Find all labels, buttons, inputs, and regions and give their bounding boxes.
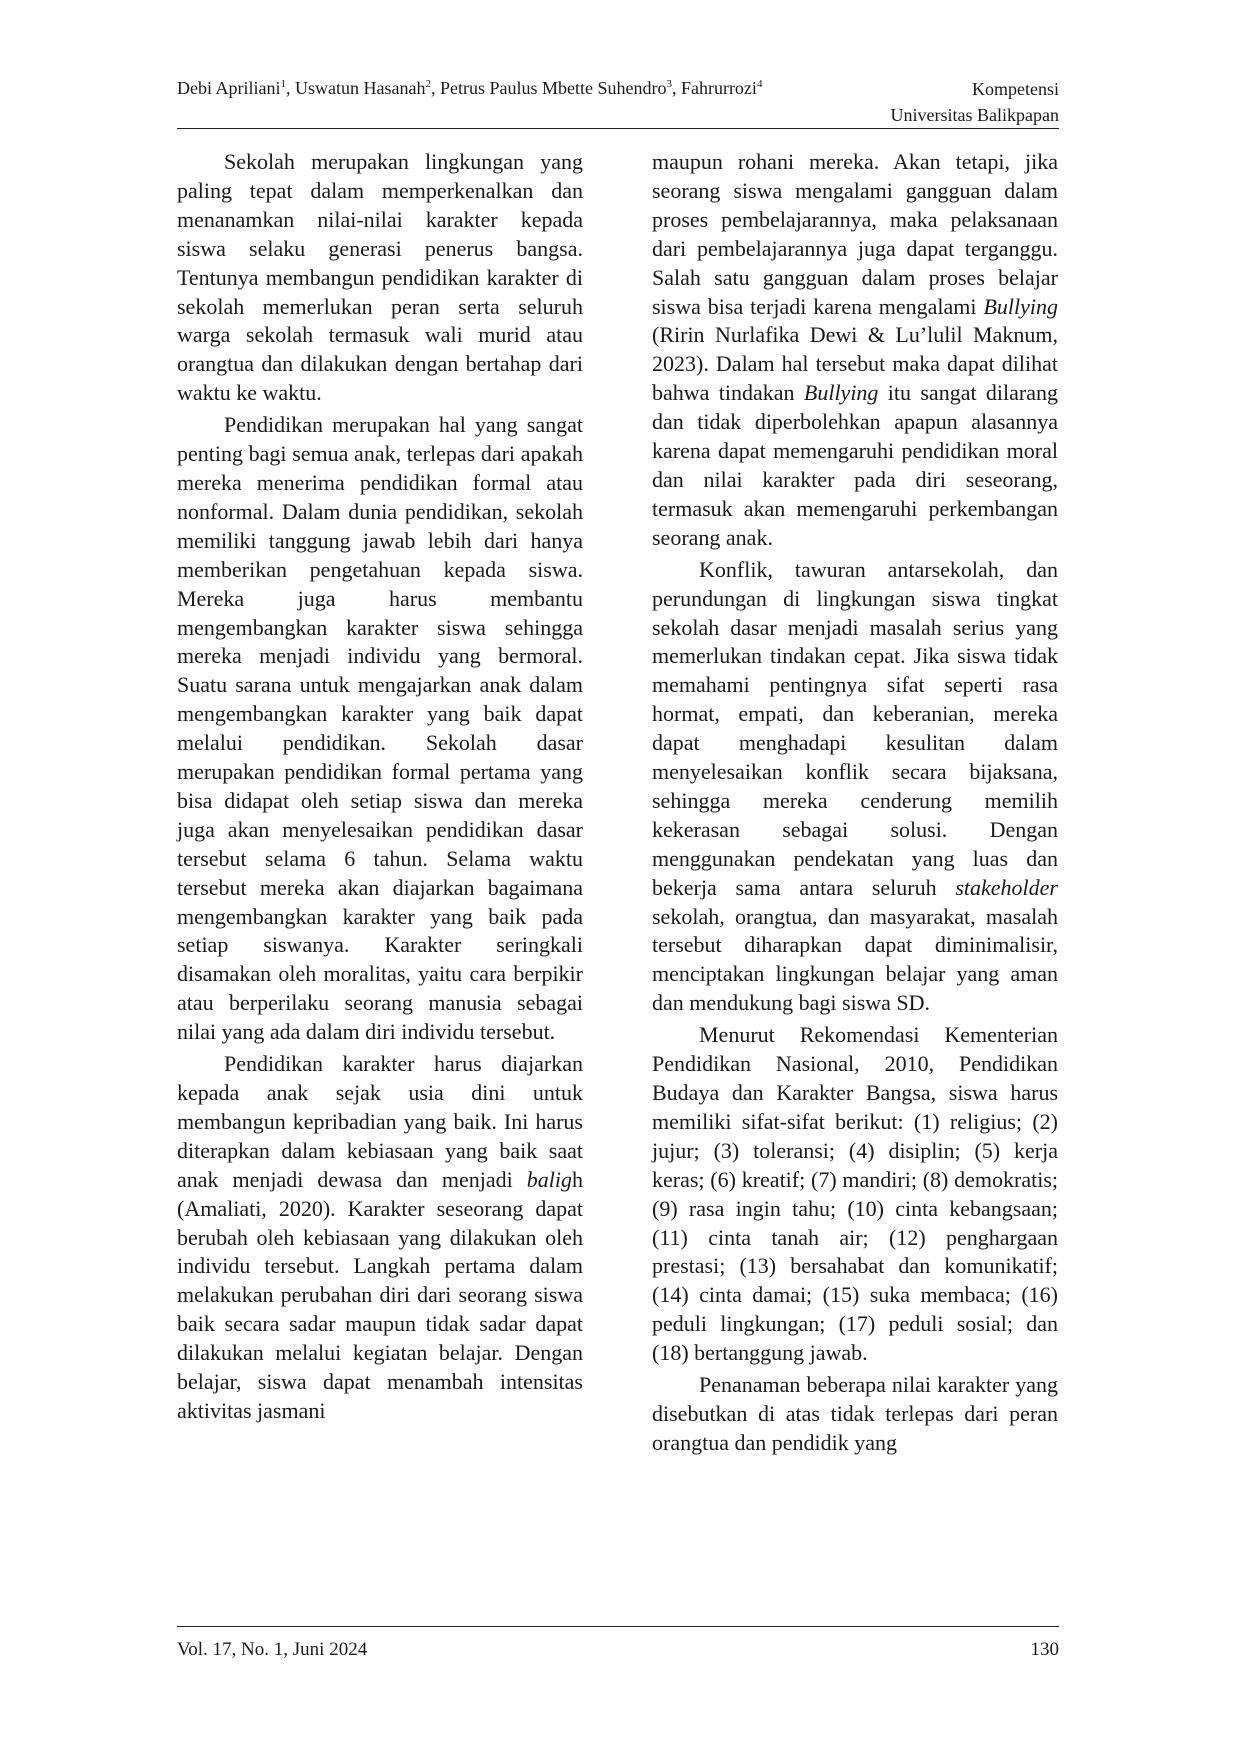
italic-term: stakeholder bbox=[955, 874, 1058, 900]
right-column bbox=[652, 148, 1058, 1458]
paragraph bbox=[177, 1050, 583, 1426]
paragraph bbox=[652, 556, 1058, 1019]
header-journal bbox=[891, 76, 1059, 128]
italic-term: Bullying bbox=[803, 380, 879, 406]
volume-info: Vol. 17, No. 1, Juni 2024 bbox=[177, 1639, 368, 1660]
paragraph-text: Konflik, tawuran antarsekolah, dan perundungan di lingkungan siswa tingkat sekolah dasar menjadi masalah serius yang memerlukan tindakan cepat. Jika siswa tidak memahami pentingnya sifat seperti rasa hormat, empati, dan keberanian, mereka dapat menghadapi kesulitan dalam menyelesaikan konflik secara bijaksana, sehingga mereka cenderung memilih kekerasan sebagai solusi. Dengan menggunakan pendekatan yang luas dan bekerja sama antara seluruh bbox=[652, 556, 1058, 900]
paragraph-text: Pendidikan karakter harus diajarkan kepada anak sejak usia dini untuk membangun kepribadian yang baik. Ini harus diterapkan dalam kebiasaan yang baik saat anak menjadi dewasa dan menjadi bbox=[177, 1051, 583, 1192]
author-affiliation-number: 2 bbox=[425, 78, 431, 90]
author-affiliation-number: 3 bbox=[666, 78, 672, 90]
journal-name: Kompetensi bbox=[972, 79, 1059, 99]
author-separator: , bbox=[430, 78, 440, 98]
author-name: Debi Apriliani bbox=[177, 78, 281, 98]
author-separator: , bbox=[285, 78, 295, 98]
author-separator: , bbox=[671, 78, 681, 98]
author-name: Fahrurrozi bbox=[680, 78, 757, 98]
author-name: Petrus Paulus Mbette Suhendro bbox=[439, 78, 667, 98]
header-authors bbox=[177, 76, 762, 101]
running-footer bbox=[177, 1626, 1059, 1660]
paragraph: Penanaman beberapa nilai karakter yang disebutkan di atas tidak terlepas dari peran orangtua dan pendidik yang bbox=[652, 1372, 1058, 1455]
page-number: 130 bbox=[1030, 1639, 1059, 1660]
italic-term: balig bbox=[526, 1166, 572, 1192]
paragraph-text: itu sangat dilarang dan tidak diperbolehkan apapun alasannya karena dapat memengaruhi pendidikan moral dan nilai karakter pada diri seseorang, termasuk akan memengaruhi perkembangan seorang anak. bbox=[652, 380, 1059, 550]
paragraph-text: maupun rohani mereka. Akan tetapi, jika seorang siswa mengalami gangguan dalam proses pembelajarannya, maka pelaksanaan dari pembelajarannya juga dapat terganggu. Salah satu gangguan dalam proses belajar siswa bisa terjadi karena mengalami bbox=[652, 149, 1058, 319]
left-column bbox=[177, 148, 583, 1429]
journal-institution: Universitas Balikpapan bbox=[890, 105, 1059, 125]
paragraph-text: h (Amaliati, 2020). Karakter seseorang dapat berubah oleh kebiasaan yang dilakukan oleh individu tersebut. Langkah pertama dalam melakukan perubahan diri dari seorang siswa baik secara sadar maupun tidak sadar dapat dilakukan melalui kegiatan belajar. Dengan belajar, siswa dapat menambah intensitas aktivitas jasmani bbox=[177, 1166, 583, 1423]
paragraph: Sekolah merupakan lingkungan yang paling tepat dalam memperkenalkan dan menanamkan nilai-nilai karakter kepada siswa selaku generasi penerus bangsa. Tentunya membangun pendidikan karakter di sekolah memerlukan peran serta seluruh warga sekolah termasuk wali murid atau orangtua dan dilakukan dengan bertahap dari waktu ke waktu. bbox=[177, 149, 583, 406]
author-affiliation-number: 4 bbox=[756, 78, 763, 90]
paragraph: Menurut Rekomendasi Kementerian Pendidikan Nasional, 2010, Pendidikan Budaya dan Karakter Bangsa, siswa harus memiliki sifat-sifat berikut: (1) religius; (2) jujur; (3) toleransi; (4) disiplin; (5) kerja keras; (6) kreatif; (7) mandiri; (8) demokratis; (9) rasa ingin tahu; (10) cinta kebangsaan; (11) cinta tanah air; (12) penghargaan prestasi; (13) bersahabat dan komunikatif; (14) cinta damai; (15) suka membaca; (16) peduli lingkungan; (17) peduli sosial; dan (18) bertanggung jawab. bbox=[652, 1022, 1058, 1366]
author-affiliation-number: 1 bbox=[280, 78, 286, 90]
paragraph-text: (Ririn Nurlafika Dewi & Lu’lulil Maknum, 2023). Dalam hal tersebut maka dapat dilihat bahwa tindakan bbox=[652, 322, 1058, 406]
paragraph-text: sekolah, orangtua, dan masyarakat, masalah tersebut diharapkan dapat diminimalisir, menciptakan lingkungan belajar yang aman dan mendukung bagi siswa SD. bbox=[652, 903, 1058, 1016]
running-header bbox=[177, 70, 1059, 129]
italic-term: Bullying bbox=[983, 293, 1058, 319]
paragraph: Pendidikan merupakan hal yang sangat penting bagi semua anak, terlepas dari apakah mereka menerima pendidikan formal atau nonformal. Dalam dunia pendidikan, sekolah memiliki tanggung jawab lebih dari hanya memberikan pengetahuan kepada siswa. Mereka juga harus membantu mengembangkan karakter siswa sehingga mereka menjadi individu yang bermoral. Suatu sarana untuk mengajarkan anak dalam mengembangkan karakter yang baik dapat melalui pendidikan. Sekolah dasar merupakan pendidikan formal pertama yang bisa didapat oleh setiap siswa dan mereka juga akan menyelesaikan pendidikan dasar tersebut selama 6 tahun. Selama waktu tersebut mereka akan diajarkan bagaimana mengembangkan karakter yang baik pada setiap siswanya. Karakter seringkali disamakan oleh moralitas, yaitu cara berpikir atau berperilaku seorang manusia sebagai nilai yang ada dalam diri individu tersebut. bbox=[177, 412, 583, 1045]
author-name: Uswatun Hasanah bbox=[294, 78, 426, 98]
paragraph-continuation bbox=[652, 148, 1058, 553]
